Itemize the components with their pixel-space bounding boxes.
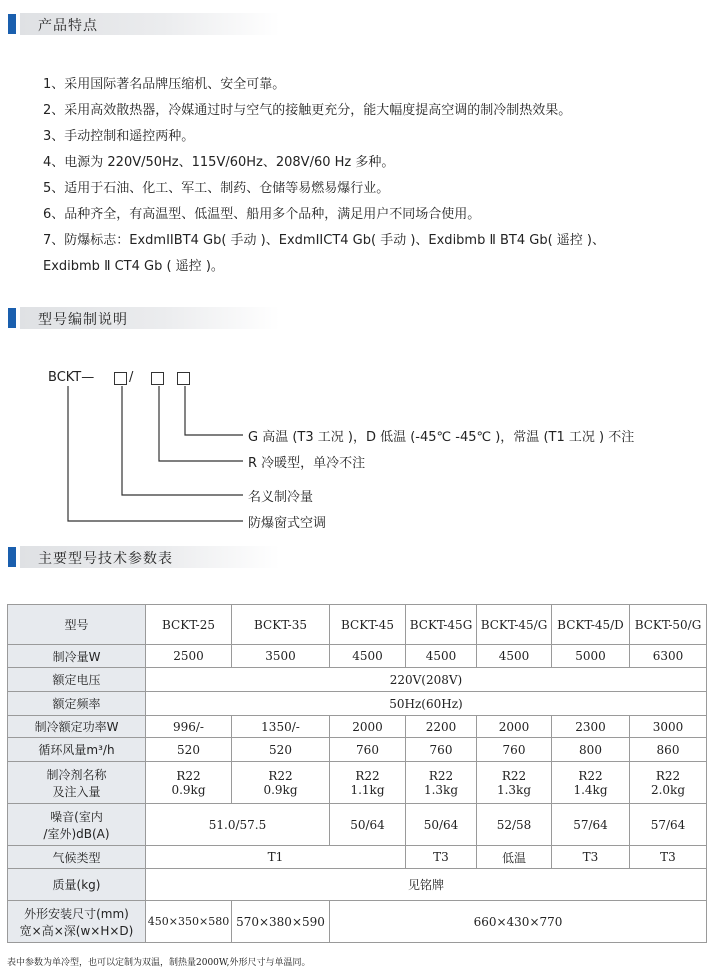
code-box: [177, 372, 190, 385]
table-cell: 800: [552, 738, 630, 762]
table-footnote: 表中参数为单冷型，也可以定制为双温，制热量2000W,外形尺寸与单温同。: [7, 958, 311, 968]
table-cell: 2200: [406, 716, 477, 738]
model-cell: BCKT-45G: [406, 605, 477, 645]
model-code-diagram: [0, 360, 712, 540]
refrigerant-name: R22: [501, 768, 527, 783]
table-cell: 450×350×580: [146, 901, 232, 943]
refrigerant-amount: 1.4kg: [573, 782, 608, 797]
feature-item: Exdibmb Ⅱ CT4 Gb ( 遥控 )。: [43, 259, 224, 274]
feature-item: 4、电源为 220V/50Hz、115V/60Hz、208V/60 Hz 多种。: [43, 155, 395, 170]
section-title: 产品特点: [38, 18, 98, 34]
refrigerant-amount: 1.3kg: [496, 782, 532, 797]
feature-item: 6、品种齐全，有高温型、低温型、船用多个品种，满足用户不同场合使用。: [43, 207, 481, 222]
refrigerant-name: R22: [578, 768, 603, 783]
row-label-line: 噪音(室内: [50, 809, 103, 824]
row-label-line: /室外)dB(A): [43, 826, 110, 841]
table-cell: 996/-: [146, 716, 232, 738]
table-row: [8, 869, 707, 901]
table-row: [8, 605, 707, 645]
section-marker: [8, 308, 16, 328]
table-cell: T3: [552, 846, 630, 869]
table-cell: 760: [477, 738, 552, 762]
table-cell: T3: [630, 846, 707, 869]
table-row: [8, 901, 707, 943]
table-cell: 660×430×770: [330, 901, 707, 943]
refrigerant-name: R22: [355, 768, 380, 783]
spec-table: [7, 604, 707, 943]
table-cell: 57/64: [552, 804, 630, 846]
table-cell: 低温: [477, 846, 552, 869]
model-cell: BCKT-25: [146, 605, 232, 645]
model-cell: BCKT-45/D: [552, 605, 630, 645]
refrigerant-name: R22: [655, 768, 681, 783]
code-box: [114, 372, 127, 385]
code-label-capacity: 名义制冷量: [248, 490, 314, 505]
code-label-product: 防爆窗式空调: [248, 516, 327, 531]
table-cell: 5000: [552, 645, 630, 668]
table-cell: [330, 762, 406, 804]
row-label: 质量(kg): [8, 869, 146, 901]
table-cell: 4500: [330, 645, 406, 668]
row-label: 制冷额定功率W: [8, 716, 146, 738]
table-cell: [146, 762, 232, 804]
table-row: [8, 716, 707, 738]
refrigerant-name: R22: [176, 768, 201, 783]
row-label-line: 宽×高×深(w×H×D): [19, 923, 134, 938]
row-label: 额定电压: [8, 668, 146, 692]
table-cell: 6300: [630, 645, 707, 668]
table-cell: T3: [406, 846, 477, 869]
table-cell: 220V(208V): [146, 668, 707, 692]
table-cell: 520: [232, 738, 330, 762]
diagram-lines: [0, 360, 712, 540]
section-marker: [8, 14, 16, 34]
section-title: 型号编制说明: [38, 312, 128, 328]
table-cell: 570×380×590: [232, 901, 330, 943]
model-cell: BCKT-45/G: [477, 605, 552, 645]
table-row: [8, 762, 707, 804]
feature-item: 7、防爆标志：ExdmIIBT4 Gb( 手动 )、ExdmIICT4 Gb( 手动 )、Exdibmb Ⅱ BT4 Gb( 遥控 )、: [43, 233, 606, 248]
table-cell: 520: [146, 738, 232, 762]
model-cell: BCKT-45: [330, 605, 406, 645]
row-label-line: 外形安装尺寸(mm): [24, 906, 129, 921]
table-cell: 2500: [146, 645, 232, 668]
feature-item: 3、手动控制和遥控两种。: [43, 129, 195, 144]
table-cell: 见铭牌: [146, 869, 707, 901]
model-prefix: BCKT—: [48, 370, 95, 385]
table-row: [8, 846, 707, 869]
row-label: 制冷量W: [8, 645, 146, 668]
table-cell: 1350/-: [232, 716, 330, 738]
table-cell: 2000: [330, 716, 406, 738]
table-cell: 4500: [406, 645, 477, 668]
row-label-line: 制冷剂名称: [46, 767, 107, 782]
section-header-params: [8, 545, 708, 567]
table-row: [8, 804, 707, 846]
refrigerant-amount: 2.0kg: [650, 782, 686, 797]
table-cell: 860: [630, 738, 707, 762]
row-label: 型号: [8, 605, 146, 645]
code-slash: /: [129, 370, 134, 385]
table-cell: 50/64: [406, 804, 477, 846]
feature-item: 5、适用于石油、化工、军工、制药、仓储等易燃易爆行业。: [43, 181, 390, 196]
row-label: [8, 762, 146, 804]
row-label: 额定频率: [8, 692, 146, 716]
model-cell: BCKT-35: [232, 605, 330, 645]
row-label: 气候类型: [8, 846, 146, 869]
model-cell: BCKT-50/G: [630, 605, 707, 645]
table-cell: 57/64: [630, 804, 707, 846]
row-label: [8, 901, 146, 943]
table-cell: T1: [146, 846, 406, 869]
table-cell: 52/58: [477, 804, 552, 846]
table-row: [8, 645, 707, 668]
section-title: 主要型号技术参数表: [38, 551, 173, 567]
table-cell: 3000: [630, 716, 707, 738]
table-cell: 3500: [232, 645, 330, 668]
row-label: 循环风量m³/h: [8, 738, 146, 762]
code-label-type: R 冷暖型，单冷不注: [248, 456, 366, 471]
section-marker: [8, 547, 16, 567]
table-cell: 50Hz(60Hz): [146, 692, 707, 716]
table-cell: 2000: [477, 716, 552, 738]
table-row: [8, 668, 707, 692]
table-cell: [477, 762, 552, 804]
code-box: [151, 372, 164, 385]
table-cell: [552, 762, 630, 804]
refrigerant-name: R22: [268, 768, 293, 783]
table-cell: 760: [406, 738, 477, 762]
refrigerant-amount: 0.9kg: [171, 782, 206, 797]
row-label-line: 及注入量: [52, 784, 101, 799]
table-row: [8, 692, 707, 716]
table-cell: [630, 762, 707, 804]
refrigerant-amount: 0.9kg: [263, 782, 298, 797]
row-label: [8, 804, 146, 846]
refrigerant-amount: 1.1kg: [350, 782, 385, 797]
feature-list: [43, 72, 693, 280]
refrigerant-amount: 1.3kg: [423, 782, 459, 797]
table-cell: 760: [330, 738, 406, 762]
table-cell: 51.0/57.5: [146, 804, 330, 846]
section-header-features: [8, 12, 708, 34]
feature-item: 2、采用高效散热器，冷媒通过时与空气的接触更充分，能大幅度提高空调的制冷制热效果。: [43, 103, 572, 118]
code-label-temp: G 高温 (T3 工况 )，D 低温 (-45℃ -45℃ )，常温 (T1 工况 ) 不注: [248, 430, 635, 445]
table-cell: 2300: [552, 716, 630, 738]
table-cell: [406, 762, 477, 804]
table-cell: 50/64: [330, 804, 406, 846]
feature-item: 1、采用国际著名品牌压缩机、安全可靠。: [43, 77, 286, 92]
table-cell: 4500: [477, 645, 552, 668]
table-row: [8, 738, 707, 762]
section-header-model-code: [8, 306, 708, 328]
table-cell: [232, 762, 330, 804]
refrigerant-name: R22: [428, 768, 454, 783]
